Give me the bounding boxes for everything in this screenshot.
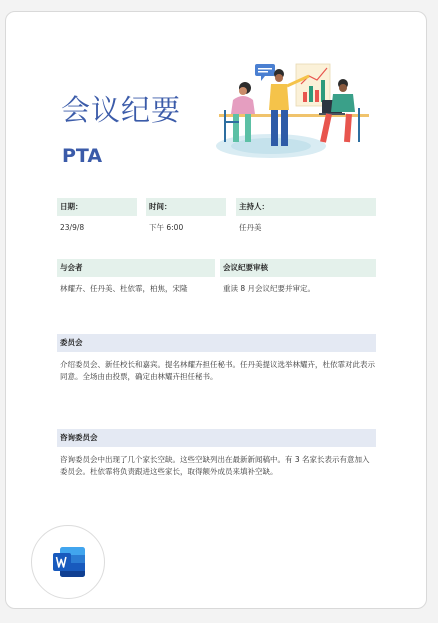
date-value: 23/9/8 — [60, 223, 85, 232]
attendees-field — [57, 259, 215, 294]
document-title: 会议纪要 — [61, 93, 182, 127]
committee-section — [57, 334, 376, 383]
word-app-badge[interactable] — [31, 525, 105, 599]
minutes-review-value: 重读 8 月会议纪要并审定。 — [223, 284, 316, 293]
committee-heading: 委员会 — [57, 334, 376, 352]
time-label: 时间： — [146, 198, 226, 216]
attendees-label: 与会者 — [57, 259, 215, 277]
time-field — [146, 198, 226, 233]
meeting-illustration — [211, 50, 376, 170]
host-label: 主持人： — [236, 198, 376, 216]
minutes-review-field — [220, 259, 376, 294]
date-field — [57, 198, 137, 233]
advisory-body: 咨询委员会中出现了几个家长空缺。这些空缺列出在最新新闻稿中。有 3 名家长表示有意加入委员会。杜依霏将负责跟进这些家长，取得额外成员来填补空缺。 — [60, 455, 370, 476]
host-field — [236, 198, 376, 233]
advisory-heading: 咨询委员会 — [57, 429, 376, 447]
minutes-review-label: 会议纪要审核 — [220, 259, 376, 277]
committee-body: 介绍委员会、新任校长和嘉宾。提名林耀卉担任秘书。任丹美提议选举林耀卉，杜依霏对此表示同意。全场由由投票，确定由林耀卉担任秘书。 — [60, 360, 375, 381]
host-value: 任丹美 — [239, 223, 262, 232]
document-subtitle: PTA — [62, 145, 103, 167]
word-icon — [52, 546, 86, 578]
advisory-section — [57, 429, 376, 478]
date-label: 日期： — [57, 198, 137, 216]
time-value: 下午 6:00 — [149, 223, 184, 232]
attendees-value: 林耀卉、任丹美、杜依霏，柏焦，宋隆 — [60, 284, 188, 293]
document-preview-card[interactable] — [5, 11, 427, 609]
